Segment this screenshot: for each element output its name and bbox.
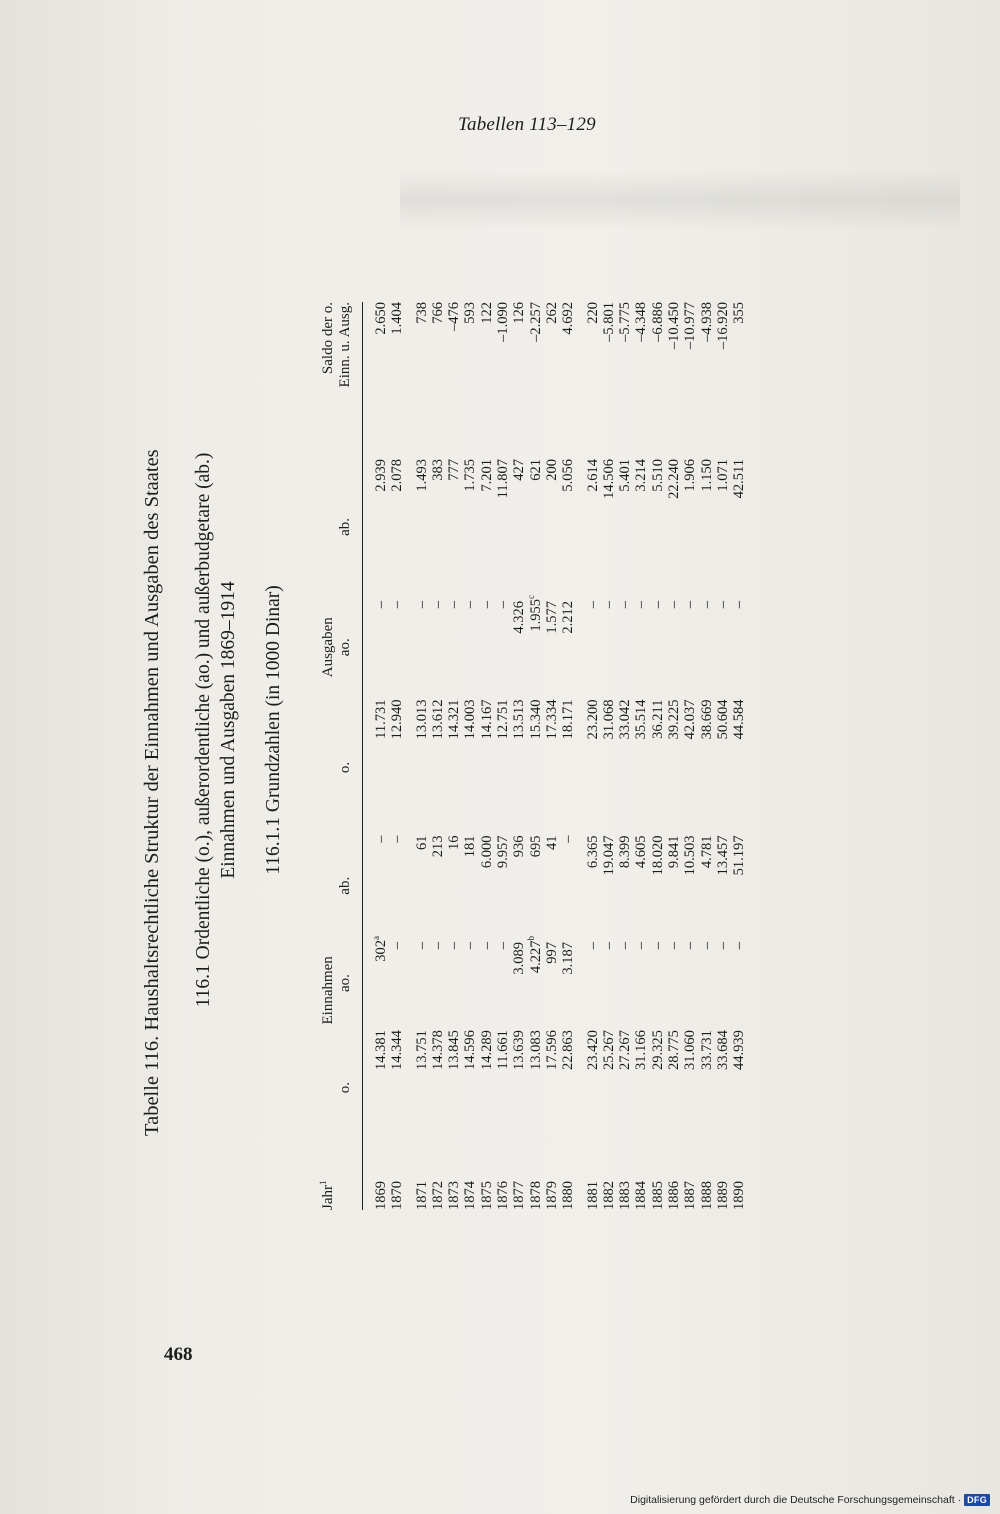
cell-einnahmen-ab: 181 [462,835,479,858]
cell-jahr: 1872 [429,1181,446,1210]
cell-ausgaben-ab: 427 [511,458,528,481]
cell-ausgaben-ao: – [633,600,650,609]
cell-ausgaben-o: 23.200 [584,699,601,740]
cell-jahr: 1888 [698,1181,715,1210]
cell-einnahmen-ao: – [495,941,512,950]
header-einnahmen-ao: ao. [337,936,363,1030]
cell-ausgaben-ao: 2.212 [560,600,577,634]
table-row [430,302,446,1210]
cell-ausgaben-ab: 3.214 [633,458,650,492]
cell-ausgaben-o: 42.037 [682,699,699,740]
table-row [731,302,747,1210]
cell-ausgaben-o: 50.604 [714,699,731,740]
cell-einnahmen-o: 44.939 [731,1030,748,1070]
table-row [479,302,495,1210]
table-row [414,302,430,1210]
running-head: Tabellen 113–129 [458,114,596,135]
rotated-table-block [140,260,780,1260]
cell-ausgaben-ab: 621 [527,458,544,481]
header-einnahmen-ab: ab. [337,836,363,936]
cell-saldo: 126 [511,302,528,324]
cell-ausgaben-o: 13.013 [413,699,430,740]
cell-einnahmen-ab: 51.197 [731,835,748,876]
cell-einnahmen-o: 14.378 [429,1030,446,1070]
cell-ausgaben-o: 44.584 [731,699,748,740]
cell-einnahmen-ao: 302$^a$ [371,935,389,962]
cell-einnahmen-ab: 6.365 [584,835,601,869]
table-row [446,302,462,1210]
cell-ausgaben-o: 14.321 [446,699,463,740]
cell-ausgaben-ao: – [446,600,463,609]
cell-saldo: –10.977 [682,302,699,350]
cell-ausgaben-ab: 7.201 [478,458,495,492]
cell-saldo: –16.920 [714,302,731,350]
cell-jahr: 1876 [495,1181,512,1210]
header-ausgaben-o: o. [337,700,363,836]
cell-ausgaben-ao: – [600,600,617,609]
cell-ausgaben-ab: 383 [429,458,446,481]
header-ausgaben-ab: ab. [337,459,363,595]
cell-einnahmen-ab: – [389,835,406,843]
cell-einnahmen-ao: – [584,941,601,950]
cell-einnahmen-ao: – [413,941,430,950]
cell-jahr: 1877 [511,1181,528,1210]
cell-ausgaben-ab: 22.240 [666,458,683,499]
header-ausgaben: Ausgaben [320,617,336,678]
cell-einnahmen-ao: 4.227$^b$ [525,935,544,974]
table-row [511,302,527,1210]
cell-ausgaben-ao: – [649,600,666,609]
cell-ausgaben-ab: 2.614 [584,458,601,492]
cell-einnahmen-ao: – [666,941,683,950]
cell-einnahmen-ao: – [389,941,406,950]
cell-einnahmen-ab: 16 [446,835,463,851]
table-row [715,302,731,1210]
cell-saldo: 122 [478,302,495,324]
cell-ausgaben-o: 31.068 [600,699,617,740]
cell-ausgaben-o: 14.003 [462,699,479,740]
cell-jahr: 1870 [389,1181,406,1210]
cell-ausgaben-ab: 11.807 [495,458,512,499]
cell-jahr: 1884 [633,1181,650,1210]
cell-einnahmen-ao: 3.187 [560,941,577,975]
cell-ausgaben-ab: 5.401 [617,458,634,492]
table-row [666,302,682,1210]
table-row [617,302,633,1210]
header-saldo-line2: Einn. u. Ausg. [337,302,363,459]
cell-ausgaben-ao: – [495,600,512,609]
cell-ausgaben-ao: 1.955$^c$ [525,594,544,632]
cell-saldo: –5.775 [617,302,634,342]
cell-einnahmen-ab: 13.457 [714,835,731,876]
header-ausgaben-ao: ao. [337,595,363,700]
cell-ausgaben-ab: 1.150 [698,458,715,492]
cell-saldo: –10.450 [666,302,683,350]
cell-jahr: 1889 [714,1181,731,1210]
cell-einnahmen-ab: 10.503 [682,835,699,876]
group-spacer [577,302,585,1210]
cell-saldo: –6.886 [649,302,666,342]
cell-einnahmen-ao: 3.089 [511,941,528,975]
cell-ausgaben-o: 12.751 [495,699,512,740]
table-subtitle-line1: 116.1 Ordentliche (o.), außerordentliche (ao.) und außerbudgetare (ab.) [193,452,214,1008]
header-jahr: Jahr$^1$ [320,1145,363,1210]
cell-jahr: 1879 [543,1181,560,1210]
cell-einnahmen-o: 14.344 [389,1030,406,1070]
cell-jahr: 1871 [413,1181,430,1210]
cell-ausgaben-o: 36.211 [649,699,666,739]
cell-saldo: 1.404 [389,302,406,335]
cell-ausgaben-o: 17.334 [543,699,560,740]
cell-ausgaben-ab: 5.510 [649,458,666,492]
cell-einnahmen-o: 14.381 [373,1030,389,1070]
cell-ausgaben-ab: 1.906 [682,458,699,492]
cell-einnahmen-ab: 4.605 [633,835,650,869]
cell-ausgaben-ao: – [389,600,406,609]
cell-ausgaben-ao: – [682,600,699,609]
cell-ausgaben-ao: – [478,600,495,609]
cell-jahr: 1886 [666,1181,683,1210]
cell-einnahmen-o: 11.661 [495,1030,512,1070]
cell-saldo: 2.650 [373,302,389,335]
cell-jahr: 1869 [373,1181,389,1210]
cell-saldo: 355 [731,302,748,324]
cell-einnahmen-ao: – [462,941,479,950]
cell-ausgaben-ab: 1.071 [714,458,731,492]
table-row [495,302,511,1210]
cell-ausgaben-ao: 1.577 [543,600,560,634]
cell-ausgaben-ao: – [731,600,748,609]
cell-einnahmen-o: 27.267 [617,1030,634,1070]
cell-einnahmen-ab: 936 [511,835,528,858]
cell-einnahmen-ab: – [560,835,577,843]
cell-saldo: 766 [429,302,446,324]
cell-einnahmen-o: 14.289 [478,1030,495,1070]
cell-einnahmen-ao: – [429,941,446,950]
cell-einnahmen-o: 25.267 [600,1030,617,1070]
table-row [585,302,601,1210]
cell-einnahmen-o: 33.731 [698,1030,715,1070]
cell-ausgaben-ab: 42.511 [731,458,748,499]
cell-einnahmen-ab: 213 [429,835,446,858]
cell-ausgaben-ao: – [462,600,479,609]
cell-einnahmen-ab: 41 [543,835,560,851]
cell-einnahmen-ao: – [633,941,650,950]
table-row [363,302,390,1210]
cell-saldo: 220 [584,302,601,324]
cell-einnahmen-o: 33.684 [714,1030,731,1070]
cell-einnahmen-ab: 61 [413,835,430,851]
table-row [544,302,560,1210]
cell-einnahmen-o: 23.420 [584,1030,601,1070]
table-row [560,302,576,1210]
cell-jahr: 1881 [584,1181,601,1210]
cell-einnahmen-ab: 6.000 [478,835,495,869]
cell-ausgaben-ao: – [617,600,634,609]
table-row [601,302,617,1210]
table-row [699,302,715,1210]
cell-ausgaben-ab: 14.506 [600,458,617,499]
cell-einnahmen-ao: – [698,941,715,950]
footer-text: Digitalisierung gefördert durch die Deutsche Forschungsgemeinschaft · [630,1494,962,1506]
table-row [682,302,698,1210]
cell-ausgaben-o: 13.513 [511,699,528,740]
page-number: 468 [164,1344,193,1365]
cell-ausgaben-ao: – [698,600,715,609]
cell-einnahmen-ao: – [682,941,699,950]
cell-saldo: 738 [413,302,430,324]
cell-einnahmen-o: 13.639 [511,1030,528,1070]
cell-ausgaben-ao: – [666,600,683,609]
cell-jahr: 1874 [462,1181,479,1210]
table-row [389,302,405,1210]
cell-einnahmen-ao: – [478,941,495,950]
data-table [320,302,748,1210]
group-spacer [406,302,414,1210]
table-subtitle-line2: Einnahmen und Ausgaben 1869–1914 [218,581,239,879]
cell-ausgaben-ao: – [413,600,430,609]
cell-ausgaben-ab: 2.939 [373,458,389,492]
cell-einnahmen-o: 13.751 [413,1030,430,1070]
cell-ausgaben-ao: – [373,600,389,609]
table-row [633,302,649,1210]
table-row [650,302,666,1210]
cell-saldo: –476 [446,302,463,331]
cell-saldo: 593 [462,302,479,324]
table-section-heading: 116.1.1 Grundzahlen (in 1000 Dinar) [263,585,284,875]
cell-einnahmen-ab: – [373,835,389,843]
cell-einnahmen-ao: – [649,941,666,950]
cell-ausgaben-o: 35.514 [633,699,650,740]
cell-ausgaben-o: 13.612 [429,699,446,740]
cell-einnahmen-ab: 9.841 [666,835,683,869]
cell-saldo: 262 [543,302,560,324]
cell-ausgaben-o: 33.042 [617,699,634,740]
cell-ausgaben-ab: 1.735 [462,458,479,492]
cell-einnahmen-ao: 997 [543,941,560,964]
cell-saldo: –2.257 [527,302,544,342]
cell-jahr: 1890 [731,1181,748,1210]
cell-ausgaben-o: 12.940 [389,699,406,740]
cell-ausgaben-o: 15.340 [527,699,544,740]
cell-ausgaben-ab: 1.493 [413,458,430,492]
cell-saldo: –1.090 [495,302,512,342]
dfg-logo: DFG [964,1494,990,1506]
cell-ausgaben-ao: – [429,600,446,609]
cell-ausgaben-o: 14.167 [478,699,495,740]
bleed-through-shadow [400,170,960,230]
table-row [462,302,478,1210]
cell-einnahmen-o: 14.596 [462,1030,479,1070]
cell-ausgaben-o: 38.669 [698,699,715,740]
cell-jahr: 1873 [446,1181,463,1210]
cell-einnahmen-o: 13.845 [446,1030,463,1070]
cell-einnahmen-ao: – [714,941,731,950]
digitization-footer [630,1494,990,1506]
cell-einnahmen-ao: – [446,941,463,950]
cell-einnahmen-ao: – [731,941,748,950]
header-saldo-line1: Saldo der o. [320,302,336,375]
cell-ausgaben-ab: 777 [446,458,463,481]
header-einnahmen: Einnahmen [320,956,336,1025]
cell-jahr: 1878 [527,1181,544,1210]
cell-einnahmen-ab: 9.957 [495,835,512,869]
table-title: Tabelle 116. Haushaltsrechtliche Struktur der Einnahmen und Ausgaben des Staates [141,449,163,1136]
cell-saldo: –5.801 [600,302,617,342]
cell-einnahmen-o: 13.083 [527,1030,544,1070]
cell-saldo: –4.938 [698,302,715,342]
cell-ausgaben-ab: 5.056 [560,458,577,492]
cell-ausgaben-o: 11.731 [373,699,389,739]
cell-ausgaben-ab: 2.078 [389,458,406,492]
cell-ausgaben-o: 39.225 [666,699,683,740]
cell-einnahmen-ao: – [600,941,617,950]
table-body [363,302,748,1210]
cell-jahr: 1880 [560,1181,577,1210]
cell-jahr: 1885 [649,1181,666,1210]
header-einnahmen-o: o. [337,1030,363,1145]
cell-einnahmen-ab: 695 [527,835,544,858]
cell-ausgaben-ao: – [584,600,601,609]
cell-saldo: –4.348 [633,302,650,342]
cell-einnahmen-o: 29.325 [649,1030,666,1070]
cell-einnahmen-o: 22.863 [560,1030,577,1070]
cell-saldo: 4.692 [560,302,577,335]
cell-ausgaben-ab: 200 [543,458,560,481]
table-row [528,302,544,1210]
cell-einnahmen-ab: 18.020 [649,835,666,876]
cell-einnahmen-ao: – [617,941,634,950]
cell-einnahmen-ab: 4.781 [698,835,715,869]
cell-ausgaben-ao: 4.326 [511,600,528,634]
cell-einnahmen-o: 28.775 [666,1030,683,1070]
cell-einnahmen-o: 31.060 [682,1030,699,1070]
cell-einnahmen-o: 31.166 [633,1030,650,1070]
cell-ausgaben-o: 18.171 [560,699,577,740]
cell-jahr: 1875 [478,1181,495,1210]
cell-jahr: 1887 [682,1181,699,1210]
cell-einnahmen-o: 17.596 [543,1030,560,1070]
cell-ausgaben-ao: – [714,600,731,609]
cell-einnahmen-ab: 8.399 [617,835,634,869]
cell-einnahmen-ab: 19.047 [600,835,617,876]
cell-jahr: 1882 [600,1181,617,1210]
cell-jahr: 1883 [617,1181,634,1210]
